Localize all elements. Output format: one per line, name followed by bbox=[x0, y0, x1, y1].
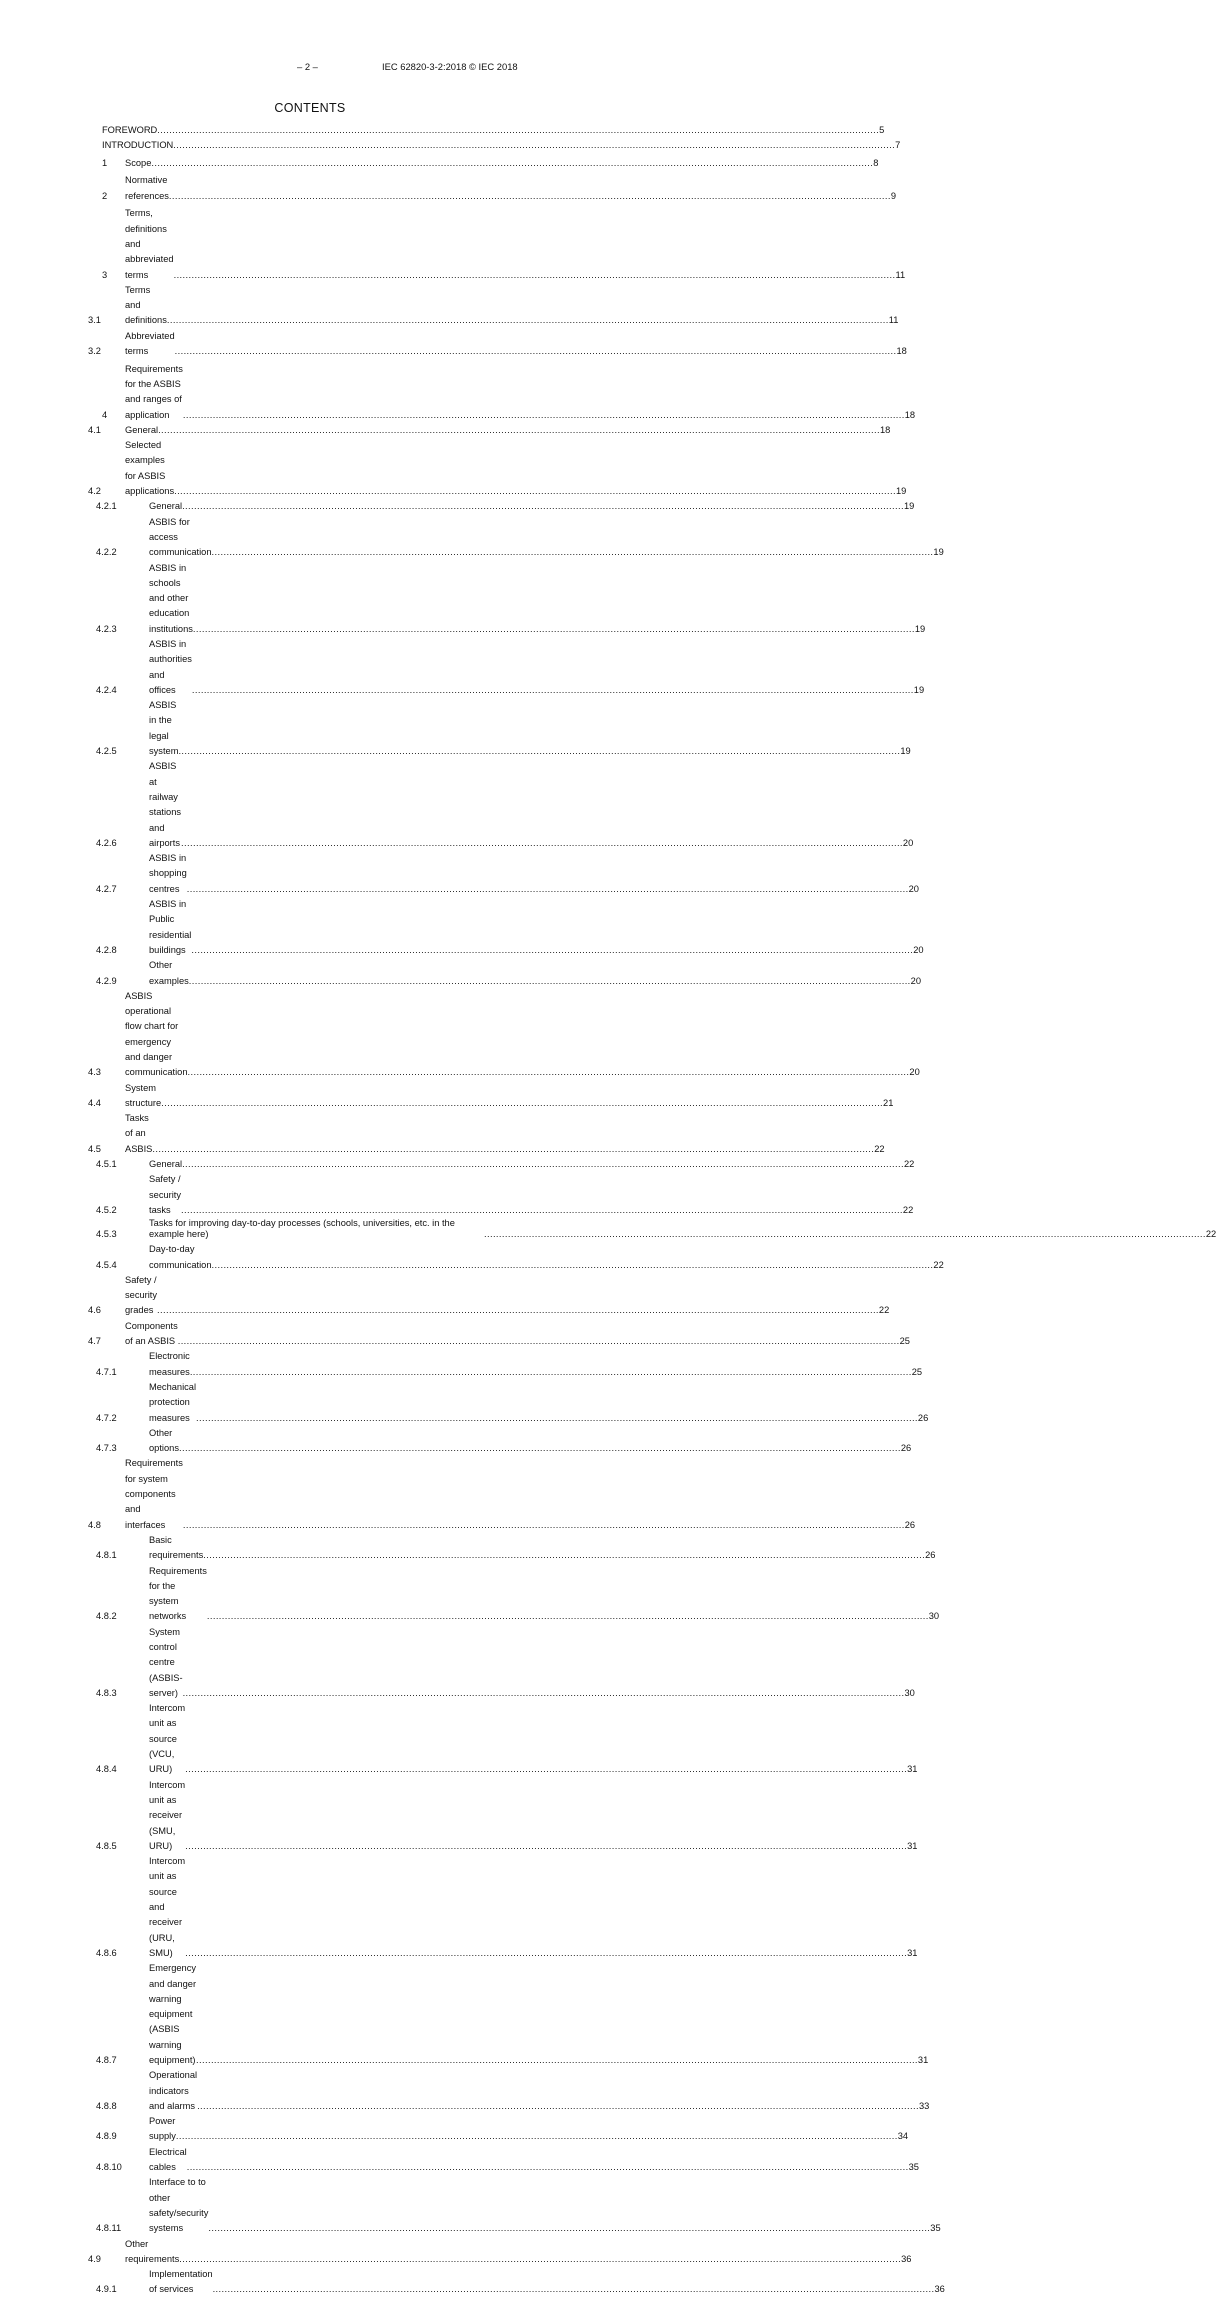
toc-entry-number: 4.2.6 bbox=[96, 837, 117, 848]
toc-entry-number: 4.8.5 bbox=[96, 1840, 117, 1851]
dot-leader bbox=[187, 2160, 909, 2175]
dot-leader bbox=[212, 545, 934, 560]
toc-entry-title[interactable]: ASBIS for access communication bbox=[149, 516, 212, 558]
toc-entry[interactable] bbox=[102, 173, 896, 204]
toc-entry-title[interactable]: Safety / security tasks bbox=[149, 1174, 182, 1215]
toc-entry-title[interactable]: ASBIS in Public residential buildings bbox=[149, 899, 192, 955]
toc-entry[interactable] bbox=[96, 2068, 930, 2114]
dot-leader bbox=[207, 1609, 929, 1624]
dot-leader bbox=[193, 622, 915, 637]
toc-entry[interactable] bbox=[88, 438, 907, 499]
dot-leader bbox=[157, 123, 879, 138]
toc-entry[interactable] bbox=[88, 989, 920, 1081]
toc-entry-title[interactable]: Requirements for system components and interfaces bbox=[125, 1458, 183, 1530]
toc-entry-title[interactable]: Terms and definitions bbox=[125, 284, 167, 326]
dot-leader bbox=[178, 1334, 900, 1349]
toc-entry[interactable] bbox=[96, 1380, 929, 1426]
toc-entry[interactable] bbox=[96, 1701, 918, 1777]
toc-entry[interactable] bbox=[102, 138, 901, 153]
toc-entry-title[interactable]: FOREWORD bbox=[102, 125, 158, 135]
toc-entry-title[interactable]: ASBIS in the legal system bbox=[149, 700, 179, 757]
toc-entry[interactable] bbox=[88, 2237, 912, 2268]
toc-entry[interactable] bbox=[96, 897, 924, 958]
toc-entry-title[interactable]: General bbox=[125, 424, 159, 435]
toc-entry-number: 3.2 bbox=[88, 346, 101, 357]
toc-entry-title[interactable]: Intercom unit as receiver (SMU, URU) bbox=[149, 1779, 186, 1851]
dot-leader bbox=[203, 1548, 925, 1563]
toc-entry-page: 22 bbox=[903, 1159, 915, 1170]
toc-entry-title[interactable]: Other examples bbox=[149, 960, 189, 986]
toc-entry[interactable] bbox=[96, 515, 944, 561]
toc-entry[interactable] bbox=[96, 1242, 944, 1273]
toc-entry-number: 4.5.3 bbox=[96, 1228, 117, 1239]
toc-entry[interactable] bbox=[88, 1319, 910, 1350]
dot-leader bbox=[167, 313, 889, 328]
toc-entry-number: 4.6 bbox=[88, 1305, 101, 1316]
toc-entry-number: 4.5.4 bbox=[96, 1259, 117, 1270]
toc-entry-number: 4.8.4 bbox=[96, 1764, 117, 1775]
dot-leader bbox=[174, 484, 896, 499]
toc-entry-number: 4.4 bbox=[88, 1097, 101, 1108]
dot-leader bbox=[183, 1518, 905, 1533]
toc-entry-page: 26 bbox=[925, 1550, 936, 1561]
toc-entry-number: 4.5 bbox=[88, 1143, 101, 1154]
toc-entry-page: 20 bbox=[908, 883, 919, 894]
toc-entry-page: 34 bbox=[897, 2131, 909, 2142]
toc-entry-page: 33 bbox=[918, 2100, 930, 2111]
toc-entry[interactable] bbox=[96, 2267, 945, 2298]
toc-entry-number: 4.1 bbox=[88, 424, 101, 435]
toc-entry-number: 4.8.1 bbox=[96, 1550, 117, 1561]
toc-entry-number: 4.7.2 bbox=[96, 1412, 117, 1423]
dot-leader bbox=[208, 2221, 930, 2236]
dot-leader bbox=[174, 268, 896, 283]
toc-entry-page: 19 bbox=[900, 746, 911, 757]
dot-leader bbox=[158, 423, 880, 438]
toc-entry[interactable] bbox=[96, 851, 919, 897]
toc-entry[interactable] bbox=[96, 698, 911, 759]
toc-entry[interactable] bbox=[88, 329, 907, 360]
toc-entry-title[interactable]: System control centre (ASBIS-server) bbox=[149, 1626, 183, 1698]
dot-leader bbox=[484, 1227, 1206, 1242]
toc-entry-title[interactable]: ASBIS at railway stations and airports bbox=[149, 761, 182, 848]
dot-leader bbox=[185, 1839, 907, 1854]
toc-entry-page: 18 bbox=[904, 409, 916, 420]
toc-entry-title[interactable]: Mechanical protection measures bbox=[149, 1381, 197, 1423]
toc-entry-number: 4.7.1 bbox=[96, 1366, 117, 1377]
toc-entry-number: 4.8.6 bbox=[96, 1947, 117, 1958]
toc-entry-title[interactable]: Electrical cables bbox=[149, 2146, 187, 2173]
toc-entry-title[interactable]: Operational indicators and alarms bbox=[149, 2070, 198, 2111]
toc-entry-page: 11 bbox=[888, 315, 899, 326]
toc-entry-title[interactable]: Components of an ASBIS bbox=[125, 1320, 178, 1347]
toc-entry-page: 22 bbox=[1205, 1228, 1216, 1239]
toc-entry-title[interactable]: ASBIS in shopping centres bbox=[149, 853, 187, 894]
dot-leader bbox=[212, 1258, 934, 1273]
toc-entry-number: 4.2 bbox=[88, 486, 101, 497]
toc-entry-title[interactable]: Normative references bbox=[125, 175, 169, 201]
toc-entry-number: 4.3 bbox=[88, 1067, 101, 1078]
toc-entry[interactable] bbox=[88, 1081, 894, 1112]
toc-entry-number: 4.8.8 bbox=[96, 2100, 117, 2111]
dot-leader bbox=[185, 1946, 907, 1961]
dot-leader bbox=[179, 2252, 901, 2267]
dot-leader bbox=[182, 1157, 904, 1172]
toc-entry-page: 30 bbox=[904, 1687, 915, 1698]
dot-leader bbox=[196, 1411, 918, 1426]
toc-entry-title[interactable]: Terms, definitions and abbreviated terms bbox=[125, 208, 174, 280]
dot-leader bbox=[197, 2099, 919, 2114]
toc-entry-page: 22 bbox=[902, 1204, 914, 1215]
toc-entry-title[interactable]: Requirements for the system networks bbox=[149, 1565, 207, 1622]
dot-leader bbox=[176, 2129, 898, 2144]
toc-entry-number: 4.8.9 bbox=[96, 2131, 117, 2142]
toc-entry-page: 19 bbox=[913, 684, 925, 695]
dot-leader bbox=[191, 943, 913, 958]
toc-entry-page: 8 bbox=[873, 157, 879, 168]
toc-entry[interactable] bbox=[88, 1111, 885, 1157]
toc-entry-page: 18 bbox=[879, 424, 891, 435]
toc-entry-number: 4.9.1 bbox=[96, 2284, 117, 2295]
toc-entry-title[interactable]: Tasks for improving day-to-day processes (schools, universities, etc. in the example here) bbox=[149, 1218, 455, 1240]
dot-leader bbox=[151, 156, 873, 171]
dot-leader bbox=[190, 1365, 912, 1380]
toc-entry[interactable] bbox=[96, 561, 926, 637]
toc-entry-page: 36 bbox=[901, 2253, 912, 2264]
toc-entry-title[interactable]: Other requirements bbox=[125, 2238, 180, 2264]
toc-entry-title[interactable]: Intercom unit as source (VCU, URU) bbox=[149, 1703, 186, 1775]
toc-entry[interactable] bbox=[96, 499, 915, 514]
dot-leader bbox=[161, 1096, 883, 1111]
toc-entry[interactable] bbox=[88, 1456, 916, 1532]
toc-entry-page: 19 bbox=[933, 547, 944, 558]
toc-entry-title[interactable]: Abbreviated terms bbox=[125, 330, 175, 357]
toc-entry[interactable] bbox=[102, 206, 906, 282]
dot-leader bbox=[152, 1142, 874, 1157]
toc-entry[interactable] bbox=[102, 123, 885, 138]
toc-entry[interactable] bbox=[96, 1426, 912, 1457]
toc-entry-number: 4.8 bbox=[88, 1519, 101, 1530]
toc-entry[interactable] bbox=[96, 1778, 918, 1854]
toc-entry[interactable] bbox=[96, 1533, 936, 1564]
toc-entry-number: 4.2.4 bbox=[96, 684, 117, 695]
toc-entry-title[interactable]: ASBIS in schools and other education institutions bbox=[149, 562, 193, 634]
toc-entry-page: 22 bbox=[874, 1143, 885, 1154]
toc-entry-number: 4 bbox=[102, 409, 108, 420]
toc-entry-number: 4.2.3 bbox=[96, 623, 117, 634]
toc-entry-number: 4.2.7 bbox=[96, 883, 117, 894]
toc-entry-title[interactable]: Safety / security grades bbox=[125, 1274, 158, 1316]
toc-entry[interactable] bbox=[88, 423, 891, 438]
toc-entry-number: 4.7.3 bbox=[96, 1443, 117, 1454]
toc-entry-page: 19 bbox=[895, 486, 907, 497]
dot-leader bbox=[157, 1303, 879, 1318]
toc-entry-number: 3 bbox=[102, 269, 108, 280]
toc-entry-number: 4.2.2 bbox=[96, 547, 117, 558]
toc-entry-title[interactable]: Implementation of services bbox=[149, 2269, 213, 2295]
toc-entry-page: 31 bbox=[907, 1840, 918, 1851]
page-number: – 2 – bbox=[297, 61, 318, 72]
toc-entry-number: 4.2.9 bbox=[96, 975, 117, 986]
dot-leader bbox=[188, 1065, 910, 1080]
toc-entry-page: 26 bbox=[904, 1519, 916, 1530]
toc-entry-title[interactable]: Intercom unit as source and receiver (URU, SMU) bbox=[149, 1856, 186, 1958]
toc-entry-page: 5 bbox=[879, 125, 885, 135]
toc-entry-page: 18 bbox=[896, 346, 907, 357]
toc-entry-page: 31 bbox=[907, 1947, 918, 1958]
toc-entry-page: 25 bbox=[899, 1336, 910, 1347]
dot-leader bbox=[192, 683, 914, 698]
toc-entry[interactable] bbox=[96, 958, 922, 989]
dot-leader bbox=[182, 499, 904, 514]
dot-leader bbox=[173, 138, 895, 153]
toc-entry-page: 9 bbox=[890, 190, 896, 201]
toc-entry-title[interactable]: Day-to-day communication bbox=[149, 1244, 212, 1270]
toc-entry-number: 4.8.10 bbox=[96, 2162, 122, 2173]
toc-entry-page: 7 bbox=[895, 140, 901, 151]
dot-leader bbox=[169, 189, 891, 204]
toc-entry-title[interactable]: Tasks of an ASBIS bbox=[125, 1113, 153, 1154]
toc-entry-page: 35 bbox=[930, 2223, 941, 2234]
toc-entry[interactable] bbox=[96, 2145, 919, 2176]
toc-entry[interactable] bbox=[102, 362, 916, 423]
dot-leader bbox=[178, 744, 900, 759]
dot-leader bbox=[189, 974, 911, 989]
toc-entry-number: 2 bbox=[102, 190, 108, 201]
toc-entry-number: 4.5.1 bbox=[96, 1159, 117, 1170]
toc-entry-title[interactable]: System structure bbox=[125, 1082, 162, 1108]
toc-entry-page: 25 bbox=[911, 1366, 923, 1377]
dot-leader bbox=[185, 1762, 907, 1777]
toc-entry-page: 30 bbox=[928, 1611, 940, 1622]
toc-entry[interactable] bbox=[102, 156, 879, 171]
toc-entry-page: 31 bbox=[907, 1764, 918, 1775]
toc-entry-number: 4.2.1 bbox=[96, 501, 117, 512]
toc-entry[interactable] bbox=[96, 1157, 915, 1172]
toc-entry-title[interactable]: Emergency and danger warning equipment (ASBIS warning equipment) bbox=[149, 1963, 197, 2065]
document-reference: IEC 62820-3-2:2018 © IEC 2018 bbox=[382, 61, 518, 72]
toc-entry-number: 4.9 bbox=[88, 2253, 101, 2264]
toc-entry-title[interactable]: INTRODUCTION bbox=[102, 140, 174, 151]
toc-entry-page: 31 bbox=[917, 2055, 929, 2065]
toc-entry-title[interactable]: Power supply bbox=[149, 2116, 176, 2142]
toc-entry-title[interactable]: General bbox=[149, 501, 183, 512]
toc-entry-number: 1 bbox=[102, 157, 108, 168]
toc-entry-page: 19 bbox=[903, 501, 915, 512]
toc-entry[interactable] bbox=[96, 2175, 941, 2236]
toc-entry[interactable] bbox=[96, 1625, 915, 1701]
toc-entry-number: 4.7 bbox=[88, 1336, 101, 1347]
toc-entry-page: 20 bbox=[910, 975, 922, 986]
toc-entry[interactable] bbox=[96, 637, 925, 698]
toc-entry-page: 36 bbox=[934, 2284, 945, 2295]
toc-entry-page: 21 bbox=[883, 1097, 894, 1108]
toc-entry-page: 26 bbox=[917, 1412, 929, 1423]
toc-entry-title[interactable]: Selected examples for ASBIS applications bbox=[125, 440, 175, 497]
table-of-contents bbox=[88, 123, 1216, 2298]
dot-leader bbox=[196, 2053, 918, 2068]
toc-entry-title[interactable]: Requirements for the ASBIS and ranges of application bbox=[125, 363, 183, 420]
toc-entry[interactable] bbox=[96, 2114, 909, 2145]
dot-leader bbox=[183, 408, 905, 423]
toc-entry-page: 22 bbox=[878, 1305, 890, 1316]
toc-entry-title[interactable]: Basic requirements bbox=[149, 1534, 204, 1561]
toc-entry-number: 4.8.3 bbox=[96, 1687, 117, 1698]
page-title: CONTENTS bbox=[274, 101, 346, 115]
toc-entry-page: 20 bbox=[913, 944, 924, 955]
toc-entry[interactable] bbox=[96, 1172, 914, 1218]
toc-entry-title[interactable]: Electronic measures bbox=[149, 1351, 190, 1377]
toc-entry[interactable] bbox=[96, 1218, 1216, 1242]
toc-entry-page: 20 bbox=[902, 837, 914, 848]
toc-entry-number: 3.1 bbox=[88, 315, 101, 326]
toc-entry[interactable] bbox=[96, 1349, 923, 1380]
dot-leader bbox=[179, 1441, 901, 1456]
toc-entry-title[interactable]: Scope bbox=[125, 157, 152, 168]
dot-leader bbox=[175, 344, 897, 359]
toc-entry-page: 11 bbox=[895, 269, 906, 280]
toc-entry-title[interactable]: Other options bbox=[149, 1427, 179, 1454]
toc-entry-page: 35 bbox=[908, 2162, 919, 2173]
toc-entry-page: 26 bbox=[900, 1443, 912, 1454]
toc-entry-title[interactable]: ASBIS operational flow chart for emergency and danger communication bbox=[125, 990, 188, 1078]
dot-leader bbox=[187, 882, 909, 897]
toc-entry[interactable] bbox=[96, 1564, 940, 1625]
toc-entry-number: 4.8.2 bbox=[96, 1611, 117, 1622]
dot-leader bbox=[181, 836, 903, 851]
toc-entry-number: 4.2.8 bbox=[96, 944, 117, 955]
dot-leader bbox=[183, 1686, 905, 1701]
toc-entry-number: 4.8.11 bbox=[96, 2223, 122, 2234]
toc-entry[interactable] bbox=[96, 1961, 929, 2068]
toc-entry-title[interactable]: Interface to to other safety/security systems bbox=[149, 2177, 209, 2234]
toc-entry-page: 19 bbox=[914, 623, 926, 634]
toc-entry-title[interactable]: General bbox=[149, 1159, 183, 1170]
dot-leader bbox=[213, 2282, 935, 2297]
toc-entry-number: 4.5.2 bbox=[96, 1204, 117, 1215]
toc-entry[interactable] bbox=[88, 283, 899, 329]
toc-entry-number: 4.8.7 bbox=[96, 2055, 117, 2065]
toc-entry-title[interactable]: ASBIS in authorities and offices bbox=[149, 638, 192, 695]
toc-entry[interactable] bbox=[88, 1273, 890, 1319]
toc-entry-number: 4.2.5 bbox=[96, 746, 117, 757]
toc-entry[interactable] bbox=[96, 1854, 918, 1961]
toc-entry-page: 20 bbox=[909, 1067, 920, 1078]
toc-entry-page: 22 bbox=[933, 1259, 944, 1270]
dot-leader bbox=[181, 1203, 903, 1218]
toc-entry[interactable] bbox=[96, 759, 914, 851]
